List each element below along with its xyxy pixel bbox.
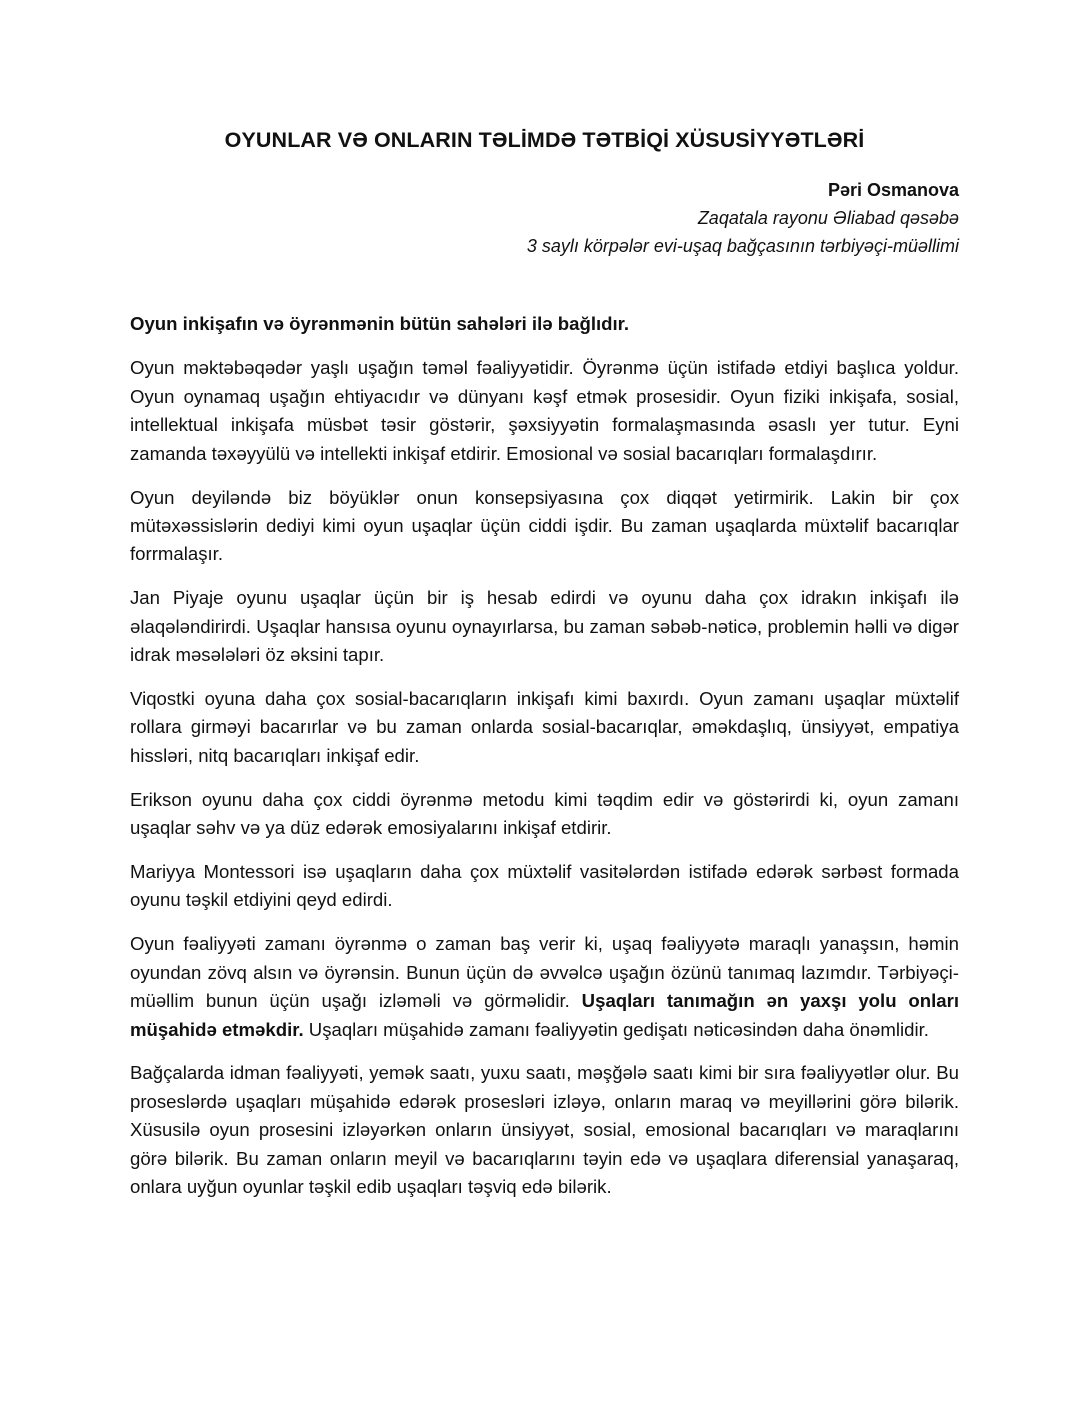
paragraph: Oyun məktəbəqədər yaşlı uşağın təməl fəaliyyətidir. Öyrənmə üçün istifadə etdiyi başlıca yoldur. Oyun oynamaq uşağın ehtiyacıdır və dünyanı kəşf etmək prosesidir. Oyun fiziki inkişafa, sosial, intellektual inkişafa müsbət təsir göstərir, şəxsiyyətin formalaşmasında əsaslı yer tutur. Eyni zamanda təxəyyülü və intellekti inkişaf etdirir. Emosional və sosial bacarıqları formalaşdırır. (130, 357, 959, 464)
emphasized-text: Uşaqları tanımağın ən yaxşı yolu onları müşahidə etməkdir. (130, 990, 960, 1040)
author-affiliation-line1: Zaqatala rayonu Əliabad qəsəbə (697, 208, 959, 228)
author-name: Pəri Osmanova (827, 180, 959, 200)
paragraph: Erikson oyunu daha çox ciddi öyrənmə metodu kimi təqdim edir və göstərirdi ki, oyun zamanı uşaqlar səhv və ya düz edərək emosiyalarını inkişaf etdirir. (130, 788, 959, 839)
paragraph: Mariyya Montessori isə uşaqların daha çox müxtəlif vasitələrdən istifadə edərək sərbəst formada oyunu təşkil etdiyini qeyd edirdi. (130, 861, 959, 911)
paragraph: Jan Piyaje oyunu uşaqlar üçün bir iş hesab edirdi və oyunu daha çox idrakın inkişafı ilə əlaqələndirirdi. Uşaqlar hansısa oyunu oynayırlarsa, bu zaman səbəb-nəticə, problemin həlli və digər idrak məsələləri öz əksini tapır. (130, 587, 959, 666)
paragraph-text: Oyun fəaliyyəti zamanı öyrənmə o zaman baş verir ki, uşaq fəaliyyətə maraqlı yanaşsın, həmin oyundan zövq alsın və öyrənsin. Bunun üçün də əvvəlcə uşağın özünü tanımaq lazımdır. Tərbiyəçi-müəllim bunun üçün uşağı izləməli və görməlidir. (130, 933, 959, 1012)
author-block (527, 176, 959, 260)
paragraph: Oyun deyiləndə biz böyüklər onun konsepsiyasına çox diqqət yetirmirik. Lakin bir çox mütəxəssislərin dediyi kimi oyun uşaqlar üçün ciddi işdir. Bu zaman uşaqlarda müxtəlif bacarıqlar forrmalaşır. (130, 486, 959, 565)
paragraph-with-emphasis (130, 930, 959, 1044)
author-affiliation-line2: 3 saylı körpələr evi-uşaq bağçasının tərbiyəçi-müəllimi (526, 236, 959, 256)
document-title: OYUNLAR VƏ ONLARIN TƏLİMDƏ TƏTBİQİ XÜSUSİYYƏTLƏRİ (224, 128, 865, 152)
paragraph-text: Uşaqları müşahidə zamanı fəaliyyətin gedişatı nəticəsindən daha önəmlidir. (303, 1018, 929, 1040)
document-body (130, 310, 959, 1217)
paragraph: Viqostki oyuna daha çox sosial-bacarıqların inkişafı kimi baxırdı. Oyun zamanı uşaqlar müxtəlif rollara girməyi bacarırlar və bu zaman onlarda sosial-bacarıqlar, əməkdaşlıq, ünsiyyət, empatiya hissləri, nitq bacarıqları inkişaf edir. (130, 687, 959, 766)
paragraph: Bağçalarda idman fəaliyyəti, yemək saatı, yuxu saatı, məşğələ saatı kimi bir sıra fəaliyyətlər olur. Bu proseslərdə uşaqları müşahidə edərək prosesləri izləyə, onların maraq və meyillərini görə bilərik. Xüsusilə oyun prosesini izləyərkən onların ünsiyyət, sosial, emosional bacarıqları və maraqlarını görə bilərik. Bu zaman onların meyil və bacarıqlarını təyin edə və uşaqlara diferensial yanaşaraq, onlara uyğun oyunlar təşkil edib uşaqları təşviq edə bilərik. (130, 1062, 959, 1198)
lead-sentence: Oyun inkişafın və öyrənmənin bütün sahələri ilə bağlıdır. (130, 313, 630, 334)
